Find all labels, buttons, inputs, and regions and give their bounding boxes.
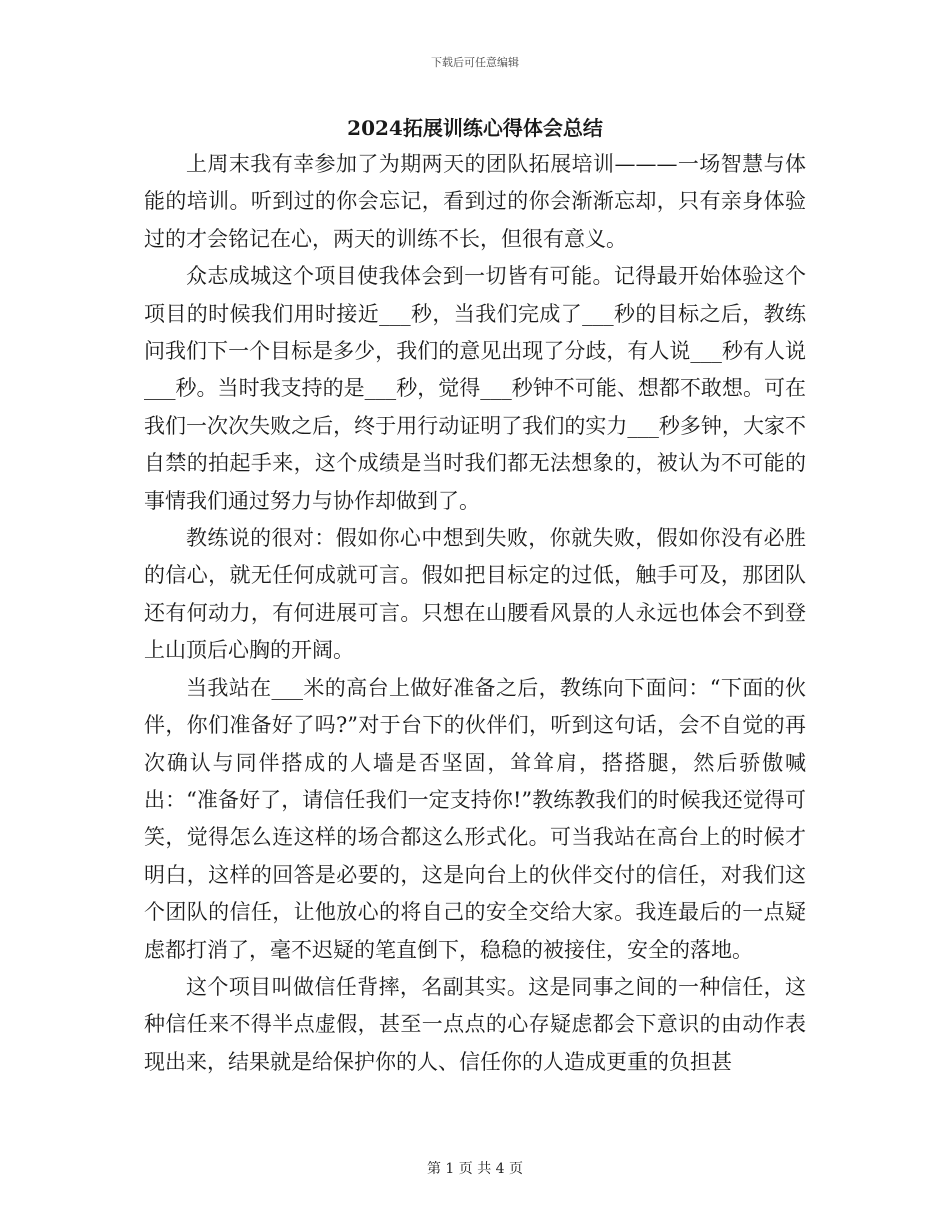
document-body	[144, 146, 806, 1081]
paragraph-2: 众志成城这个项目使我体会到一切皆有可能。记得最开始体验这个项目的时候我们用时接近___秒，当我们完成了___秒的目标之后，教练问我们下一个目标是多少，我们的意见出现了分歧，有人说___秒有人说___秒。当时我支持的是___秒，觉得___秒钟不可能、想都不敢想。可在我们一次次失败之后，终于用行动证明了我们的实力___秒多钟，大家不自禁的拍起手来，这个成绩是当时我们都无法想象的，被认为不可能的事情我们通过努力与协作却做到了。	[144, 264, 806, 513]
paragraph-5: 这个项目叫做信任背摔，名副其实。这是同事之间的一种信任，这种信任来不得半点虚假，甚至一点点的心存疑虑都会下意识的由动作表现出来，结果就是给保护你的人、信任你的人造成更重的负担甚	[144, 974, 806, 1074]
paragraph-4: 当我站在___米的高台上做好准备之后，教练向下面问：“下面的伙伴，你们准备好了吗?”对于台下的伙伴们，听到这句话，会不自觉的再次确认与同伴搭成的人墙是否坚固，耸耸肩，搭搭腿，然后骄傲喊出：“准备好了，请信任我们一定支持你!”教练教我们的时候我还觉得可笑，觉得怎么连这样的场合都这么形式化。可当我站在高台上的时候才明白，这样的回答是必要的，这是向台上的伙伴交付的信任，对我们这个团队的信任，让他放心的将自己的安全交给大家。我连最后的一点疑虑都打消了，毫不迟疑的笔直倒下，稳稳的被接住，安全的落地。	[144, 675, 806, 962]
document-title: 2024拓展训练心得体会总结	[347, 116, 603, 140]
paragraph-1: 上周末我有幸参加了为期两天的团队拓展培训———一场智慧与体能的培训。听到过的你会忘记，看到过的你会渐渐忘却，只有亲身体验过的才会铭记在心，两天的训练不长，但很有意义。	[144, 152, 806, 251]
page-header-note: 下载后可任意编辑	[431, 56, 519, 69]
paragraph-3: 教练说的很对：假如你心中想到失败，你就失败，假如你没有必胜的信心，就无任何成就可言。假如把目标定的过低，触手可及，那团队还有何动力，有何进展可言。只想在山腰看风景的人永远也体会不到登上山顶后心胸的开阔。	[144, 526, 806, 663]
page-number: 第 1 页 共 4 页	[426, 1161, 524, 1177]
